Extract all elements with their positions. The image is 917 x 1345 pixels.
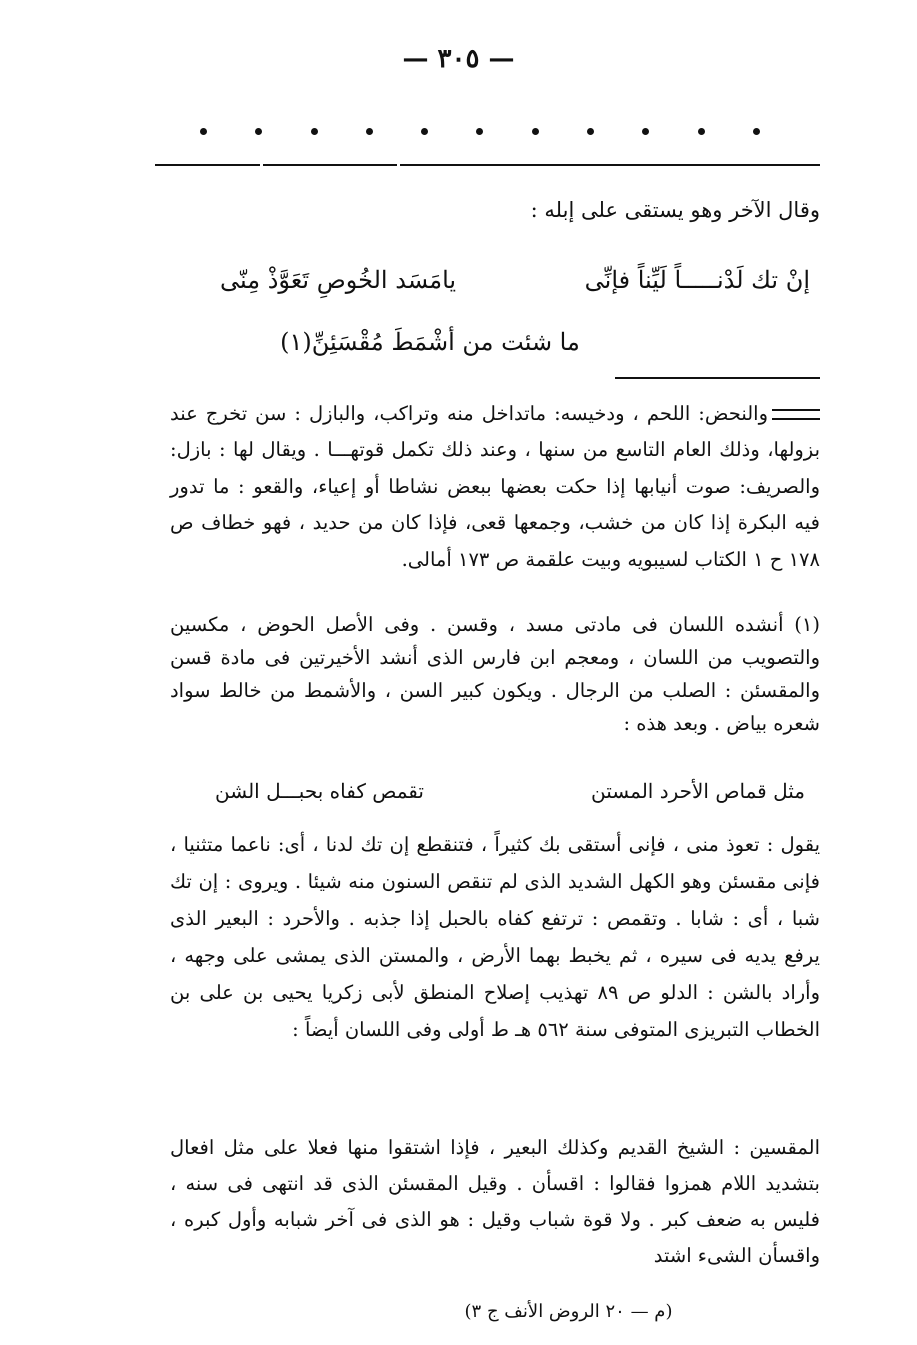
footnote-1: (١) أنشده اللسان فى مادتى مسد ، وقسن . وفى الأصل الحوض ، مكسين والتصويب من اللسان ، ومعجم ابن فارس الذى أنشد الأخيرتين فى مادة قسن والمقسئن : الصلب من الرجال . ويكون كبير السن ، والأشمط من خالط سواد شعره بياض . وبعد هذه : (170, 613, 820, 735)
ornamental-dots (200, 128, 760, 135)
dot-ornament (421, 128, 428, 135)
page-number: — ٣٠٥ — (402, 44, 515, 74)
dot-ornament (753, 128, 760, 135)
footnote-1-quote: المقسين : الشيخ القديم وكذلك البعير ، فإذا اشتقوا منها فعلا على مثل افعال بتشديد اللام همزوا فقالوا : اقسأن . وقيل المقسئن الذى قد انتهى فى سنه ، فليس به ضعف كبر . ولا قوة شباب وقيل : هو الذى فى آخر شبابه وأول كبره ، واقسأن الشىء اشتد (170, 1136, 820, 1267)
dot-ornament (587, 128, 594, 135)
dot-ornament (255, 128, 262, 135)
verse-line-2: ما شئت من أشْمَطَ مُقْسَئِنِّ(١) (280, 328, 580, 356)
printer-signature: (م — ٢٠ الروض الأنف ج ٣) (464, 1301, 673, 1322)
quoted-verse (215, 773, 805, 809)
verse-hemistich: مثل قماص الأحرد المستن (591, 779, 805, 803)
footnote-1-continued: يقول : تعوذ منى ، فإنى أستقى بك كثيراً ، فتنقطع إن تك لدنا ، أى: ناعما متثنيا ، فإنى مقسئن وهو الكهل الشديد الذى لم تنقص السنون منه شيئا . ويروى : إن تك شبا ، أى : شابا . وتقمص : ترتفع كفاه بالحبل إذا جذبه . والأحرد : البعير الذى يرفع يديه فى سيره ، ثم يخبط بهما الأرض ، والمستن الذى يمشى على وجهه ، وأراد بالشن : الدلو ص ٨٩ تهذيب إصلاح المنطق لأبى زكريا يحيى بن على بن الخطاب التبريزى المتوفى سنة ٥٦٢ هـ ط أولى وفى اللسان أيضاً : (170, 833, 820, 1041)
dot-ornament (532, 128, 539, 135)
footnote-continuation (170, 396, 820, 578)
verse-hemistich: إنْ تك لَدْنـــــاً لَيِّناً فإنِّى (584, 266, 810, 294)
verse-hemistich: يامَسَد الخُوصِ تَعَوَّذْ مِنّى (220, 266, 457, 294)
dot-ornament (476, 128, 483, 135)
section-divider (155, 164, 820, 166)
divider-segment (155, 164, 260, 166)
dot-ornament (311, 128, 318, 135)
dot-ornament (200, 128, 207, 135)
footnote-continuation-text: والنحض: اللحم ، ودخيسه: ماتداخل منه وتراكب، والبازل : سن تخرج عند بزولها، وذلك العام التاسع من سنها ، وعند ذلك تكمل قوتهـــا . ويقال لها : بازل: والصريف: صوت أنيابها إذا حكت بعضها ببعض نشاطا أو إعياء، والقعو : ما تدور فيه البكرة إذا كان من خشب، وجمعها قعى، فإذا كان من حديد ، فهو خطاف ص ١٧٨ ح ١ الكتاب لسيبويه وبيت علقمة ص ١٧٣ أمالى. (170, 402, 820, 571)
dot-ornament (642, 128, 649, 135)
footnote-separator (615, 377, 820, 379)
dot-ornament (698, 128, 705, 135)
intro-line: وقال الآخر وهو يستقى على إبله : (530, 198, 820, 222)
divider-segment (263, 164, 397, 166)
continuation-mark (772, 409, 820, 420)
divider-segment (400, 164, 820, 166)
verse-hemistich: تقمص كفاه بحبـــل الشن (215, 779, 424, 803)
verse-line-1 (220, 258, 810, 302)
dot-ornament (366, 128, 373, 135)
